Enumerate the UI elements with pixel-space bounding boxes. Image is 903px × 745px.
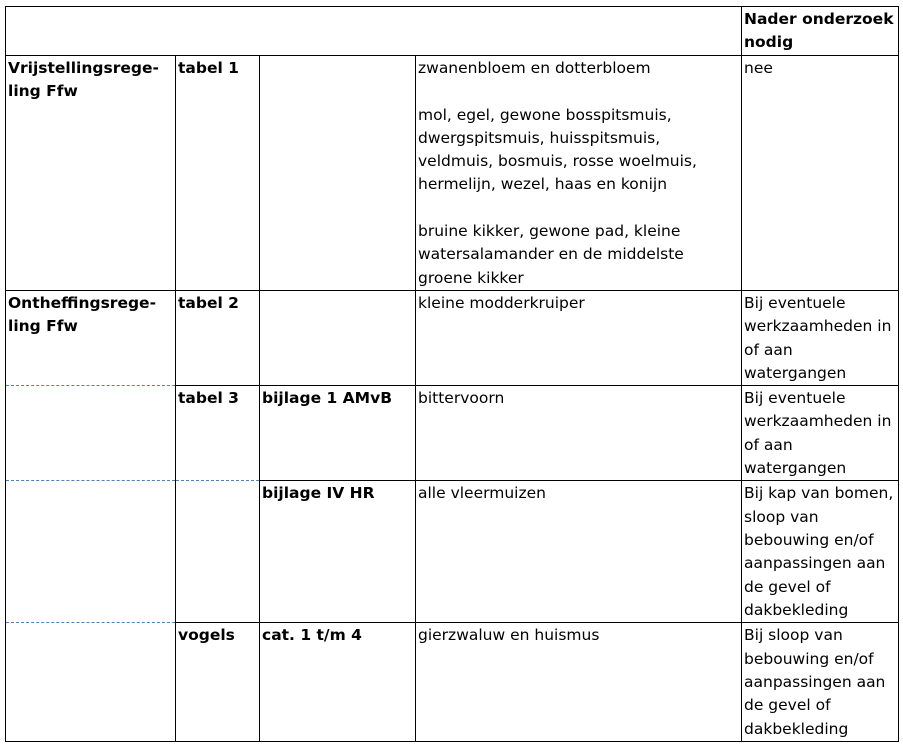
regeling-cell: Ontheffingsrege-ling Ffw [6,290,176,385]
nader-cell: Bij eventuele werkzaamheden in of aan watergangen [742,386,899,481]
header-nader-onderzoek: Nader onderzoek nodig [742,7,899,56]
soorten-planten: zwanenbloem en dotterbloem [418,59,651,77]
tabel-cell [176,481,260,623]
table-row [6,290,899,385]
soorten-cell [416,56,742,291]
tabel-cell: tabel 3 [176,386,260,481]
nader-cell: Bij sloop van bebouwing en/of aanpassingen aan de gevel of dakbekleding [742,623,899,741]
nader-cell: Bij kap van bomen, sloop van bebouwing en/of aanpassingen aan de gevel of dakbekleding [742,481,899,623]
nader-cell: nee [742,56,899,291]
document-page [5,6,899,742]
bijlage-cell [260,56,416,291]
soorten-cell: alle vleermuizen [416,481,742,623]
species-table [5,6,899,742]
soorten-cell: kleine modderkruiper [416,290,742,385]
soorten-cell: bittervoorn [416,386,742,481]
table-row [6,56,899,291]
regeling-cell [6,386,176,481]
bijlage-cell: bijlage IV HR [260,481,416,623]
nader-cell: Bij eventuele werkzaamheden in of aan watergangen [742,290,899,385]
soorten-amfibieen: bruine kikker, gewone pad, kleine watersalamander en de middelste groene kikker [418,222,684,287]
soorten-zoogdieren: mol, egel, gewone bosspitsmuis, dwergspitsmuis, huisspitsmuis, veldmuis, bosmuis, rosse woelmuis, hermelijn, wezel, haas en konijn [418,105,697,194]
header-row [6,7,899,56]
regeling-cell [6,623,176,741]
table-row [6,623,899,741]
table-row [6,386,899,481]
bijlage-cell [260,290,416,385]
regeling-cell [6,481,176,623]
tabel-cell: tabel 2 [176,290,260,385]
tabel-cell: tabel 1 [176,56,260,291]
tabel-cell: vogels [176,623,260,741]
soorten-cell: gierzwaluw en huismus [416,623,742,741]
header-empty-cell [6,7,742,56]
bijlage-cell: bijlage 1 AMvB [260,386,416,481]
table-row [6,481,899,623]
bijlage-cell: cat. 1 t/m 4 [260,623,416,741]
regeling-cell: Vrijstellingsrege-ling Ffw [6,56,176,291]
